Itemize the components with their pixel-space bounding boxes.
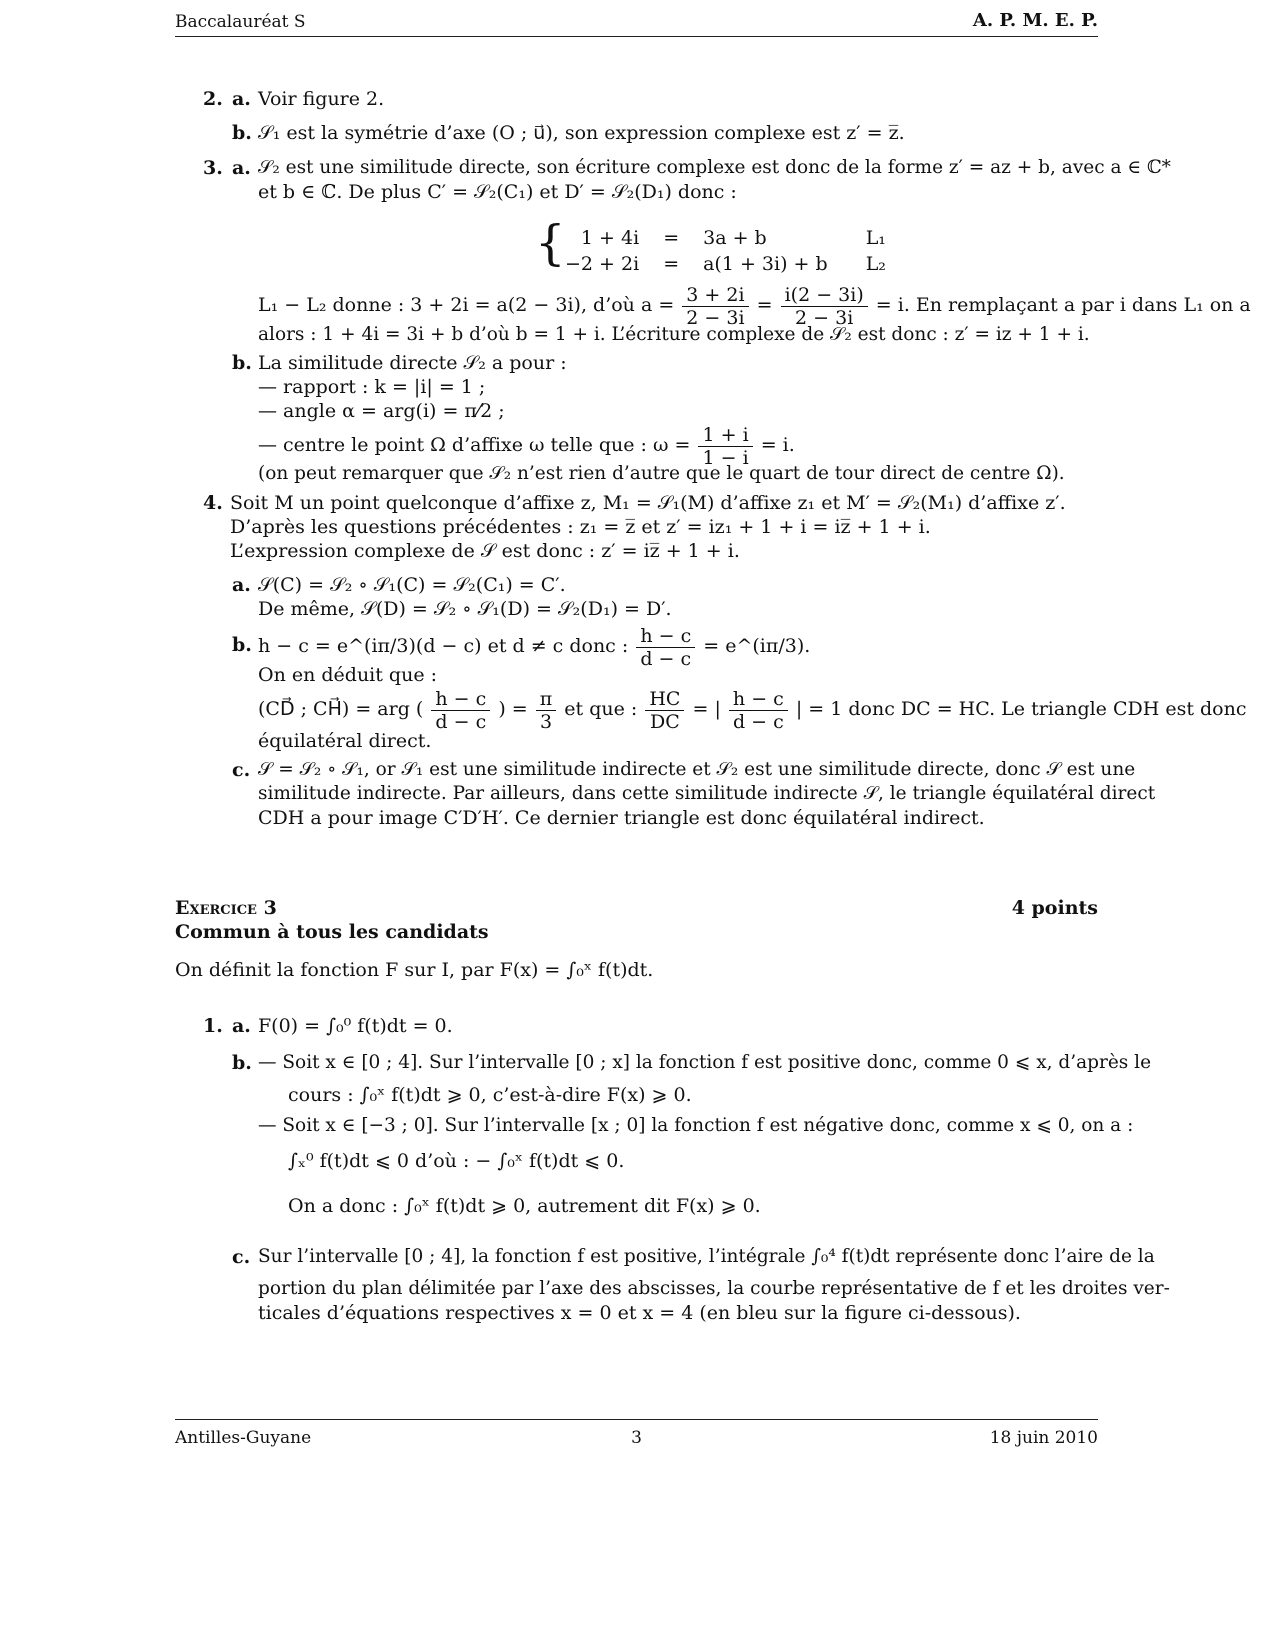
q4-number: 4. <box>203 492 223 514</box>
system-table <box>553 225 898 277</box>
q3-b-line1: La similitude directe 𝒮₂ a pour : <box>258 352 567 374</box>
page-number: 3 <box>631 1428 642 1448</box>
q3-a-line1: 𝒮₂ est une similitude directe, son écriture complexe est donc de la forme z′ = az + b, avec a ∈ ℂ* <box>258 157 1171 178</box>
page-header <box>175 8 1098 37</box>
exercise-points: 4 points <box>1011 897 1098 919</box>
q4-b-line1: h − c = e^(iπ/3)(d − c) et d ≠ c donc : $\frac{h - c}{d - c}$ = e^(iπ/3). <box>258 624 811 670</box>
q4-line2: D’après les questions précédentes : z₁ = z̅ et z′ = iz₁ + 1 + i = iz̅ + 1 + i. <box>230 516 931 538</box>
q3-b-line4: — centre le point Ω d’affixe ω telle que : ω = $\frac{1 + i}{1 - i}$ = i. <box>258 423 795 469</box>
q4-line1: Soit M un point quelconque d’affixe z, M₁ = 𝒮₁(M) d’affixe z₁ et M′ = 𝒮₂(M₁) d’affixe z′. <box>230 492 1066 514</box>
q3-b-line5: (on peut remarquer que 𝒮₂ n’est rien d’autre que le quart de tour direct de centre Ω). <box>258 463 1065 484</box>
q4-c-line1: 𝒮 = 𝒮₂ ∘ 𝒮₁, or 𝒮₁ est une similitude indirecte et 𝒮₂ est une similitude directe, donc 𝒮 est une <box>258 759 1136 780</box>
ex3-b-line4: ∫ₓ⁰ f(t)dt ⩽ 0 d’où : − ∫₀ˣ f(t)dt ⩽ 0. <box>288 1150 625 1172</box>
ex3-c-label: c. <box>232 1246 251 1268</box>
q3-b-label: b. <box>232 352 252 374</box>
system-row: −2 + 2i = a(1 + 3i) + b L₂ <box>565 253 886 275</box>
q4-b-line4: équilatéral direct. <box>258 730 432 752</box>
q4-c-label: c. <box>232 759 251 781</box>
fraction: $\frac{h - c}{d - c}$ <box>431 688 490 733</box>
q4-b-line2: On en déduit que : <box>258 664 438 686</box>
q4-a-label: a. <box>232 574 251 596</box>
q4-line3: L’expression complexe de 𝒮 est donc : z′ = iz̅ + 1 + i. <box>230 540 740 562</box>
page-footer <box>175 1419 1098 1450</box>
ex3-b-line1: — Soit x ∈ [0 ; 4]. Sur l’intervalle [0 ; x] la fonction f est positive donc, comme 0 ⩽ x, d’après le <box>258 1052 1152 1073</box>
ex3-a-label: a. <box>232 1015 251 1037</box>
header-right: A. P. M. E. P. <box>972 10 1098 31</box>
system-row: 1 + 4i = 3a + b L₁ <box>580 227 886 249</box>
fraction: $\frac{HC}{DC}$ <box>645 688 684 733</box>
q3-number: 3. <box>203 157 223 179</box>
q3-a-line3: L₁ − L₂ donne : 3 + 2i = a(2 − 3i), d’où a = $\frac{3 + 2i}{2 - 3i}$ = $\frac{i(2 - 3i)}{2 - 3i}$ = i. En remplaçant a par i dans L₁ on a <box>258 283 1251 329</box>
ex3-b-label: b. <box>232 1052 252 1074</box>
q2-b-text: 𝒮₁ est la symétrie d’axe (O ; u⃗), son expression complexe est z′ = z̅. <box>258 122 905 144</box>
fraction: $\frac{1 + i}{1 - i}$ <box>698 424 752 469</box>
q3-a-line4: alors : 1 + 4i = 3i + b d’où b = 1 + i. L’écriture complexe de 𝒮₂ est donc : z′ = iz + 1 + i. <box>258 324 1090 345</box>
q2-number: 2. <box>203 88 223 110</box>
q3-b-line3: — angle α = arg(i) = π⁄2 ; <box>258 400 505 422</box>
q4-b-label: b. <box>232 634 252 656</box>
q4-c-line2: similitude indirecte. Par ailleurs, dans cette similitude indirecte 𝒮, le triangle équilatéral direct <box>258 783 1156 804</box>
q2-a-text: Voir figure 2. <box>258 88 385 110</box>
header-left: Baccalauréat S <box>175 12 306 32</box>
fraction: $\frac{3 + 2i}{2 - 3i}$ <box>682 284 748 329</box>
ex3-b-line5: On a donc : ∫₀ˣ f(t)dt ⩾ 0, autrement dit F(x) ⩾ 0. <box>288 1195 761 1217</box>
system-brace: { <box>535 215 566 271</box>
q3-a-label: a. <box>232 157 251 179</box>
fraction: $\frac{\pi}{3}$ <box>536 688 557 733</box>
fraction: $\frac{h - c}{d - c}$ <box>729 688 788 733</box>
ex3-b-line3: — Soit x ∈ [−3 ; 0]. Sur l’intervalle [x ; 0] la fonction f est négative donc, comme x ⩽ 0, on a : <box>258 1115 1134 1136</box>
exercise-title: Exercice 3 <box>175 897 277 919</box>
q4-a-line2: De même, 𝒮(D) = 𝒮₂ ∘ 𝒮₁(D) = 𝒮₂(D₁) = D′. <box>258 598 672 620</box>
footer-left: Antilles-Guyane <box>175 1428 312 1448</box>
q2-a-label: a. <box>232 88 251 110</box>
fraction: $\frac{h - c}{d - c}$ <box>636 625 695 670</box>
ex3-b-line2: cours : ∫₀ˣ f(t)dt ⩾ 0, c’est-à-dire F(x) ⩾ 0. <box>288 1084 692 1106</box>
ex3-c-line1: Sur l’intervalle [0 ; 4], la fonction f est positive, l’intégrale ∫₀⁴ f(t)dt représente donc l’aire de la <box>258 1246 1155 1267</box>
q4-b-line3: (CD⃗ ; CH⃗) = arg ( $\frac{h - c}{d - c}$ ) = $\frac{\pi}{3}$ et que : $\frac{HC}{DC}$ = | $\frac{h - c}{d - c}$ | = 1 donc DC = HC. Le triangle CDH est donc <box>258 687 1247 733</box>
footer-date: 18 juin 2010 <box>989 1428 1098 1448</box>
fraction: $\frac{i(2 - 3i)}{2 - 3i}$ <box>781 284 868 329</box>
q4-c-line3: CDH a pour image C′D′H′. Ce dernier triangle est donc équilatéral indirect. <box>258 807 985 829</box>
ex3-c-line3: ticales d’équations respectives x = 0 et x = 4 (en bleu sur la figure ci-dessous). <box>258 1302 1021 1324</box>
ex3-q1-number: 1. <box>203 1015 223 1037</box>
ex3-c-line2: portion du plan délimitée par l’axe des abscisses, la courbe représentative de f et les droites ver- <box>258 1278 1170 1299</box>
q2-b-label: b. <box>232 122 252 144</box>
q3-a-line2: et b ∈ ℂ. De plus C′ = 𝒮₂(C₁) et D′ = 𝒮₂(D₁) donc : <box>258 181 737 203</box>
exercise-subtitle: Commun à tous les candidats <box>175 921 489 943</box>
ex3-a-text: F(0) = ∫₀⁰ f(t)dt = 0. <box>258 1015 453 1037</box>
q4-a-line1: 𝒮(C) = 𝒮₂ ∘ 𝒮₁(C) = 𝒮₂(C₁) = C′. <box>258 574 566 596</box>
q3-b-line2: — rapport : k = |i| = 1 ; <box>258 376 486 398</box>
exercise-intro: On définit la fonction F sur I, par F(x) = ∫₀ˣ f(t)dt. <box>175 959 654 981</box>
